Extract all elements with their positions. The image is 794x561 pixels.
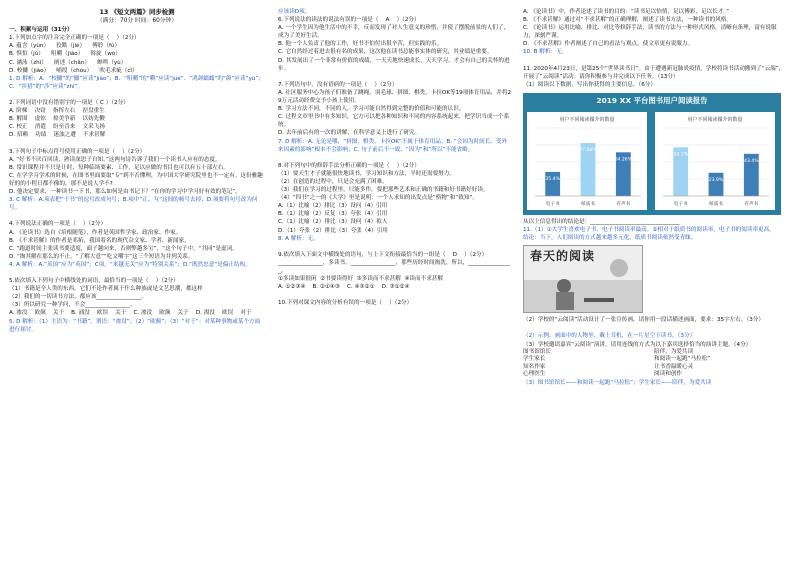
col1-line: B. 常识课程并不只是计时，每种临场要素、工作，足以应做的书目也可以有五十部左右。 <box>9 164 229 171</box>
col1-line <box>9 140 265 148</box>
bar-纸质书 <box>709 173 724 196</box>
col1-line: D. “掏其解在那么的不止，“了解大意”“吃文嚼字”这三个短语为并列关系。 <box>9 253 194 260</box>
match-left-item: 知名作家 <box>523 363 546 370</box>
match-left-list <box>523 349 654 379</box>
bar-value-label: 35.4% <box>545 176 560 182</box>
bar-value-label: 23.9% <box>708 177 724 183</box>
col3_top-line: B. 《不求甚解》通过对“不求甚解”的正确理解，阐述了读书方法，一种读书的风格。 <box>523 17 732 24</box>
col2-line: 7.下列语句中，没有语病的一项是（ ）（2分） <box>278 81 398 88</box>
col2-line: A.（1）比喻（2）排比（3）设问（4）引用 <box>278 203 388 210</box>
col2-line: 6.下列说法的读法的说法有误的一项是（ A ）（2分） <box>278 17 420 24</box>
col2-line: （3）我们在学习的过程里，只能多作，要把那些艺术和正确的书籍和好书籍好好读。 <box>278 187 489 194</box>
col2-line: （4）“四书”之一的《大学》里是说明：一个人求知的出发点是“格物”和“致知”。 <box>278 195 478 202</box>
col1-line: B. 《不求甚解》的作者是邓拓，我国着名的现代杂文家、学者、新闻家。 <box>9 237 190 244</box>
col3_top-line <box>523 57 785 65</box>
col1-line: 4.下列说法正确的一项是（ ）（2分） <box>9 221 107 228</box>
col1-line: A. 阶梯 决窃 指挥左右 涅盘重生 <box>9 108 105 115</box>
col3_bottom-line <box>523 324 785 332</box>
col3_mid-line: 11.（1）①大学生喜欢电子书、电子书阅读率最高。②相对于纸质书的阅读率，电子书的阅读率更高。 <box>523 227 775 234</box>
col1-line <box>9 91 265 99</box>
col2-line: ①多读如果很闲 ②书要读得好 ③多读而不求甚解 ④读而不求甚解 <box>278 276 443 283</box>
col2-line: 9.依次填入下面文中横线处的语句，与上下文衔接最恰当的一组是（ D ）（2分） <box>278 251 488 258</box>
x-tick-label: 电子书 <box>673 201 688 207</box>
column-right <box>523 8 785 556</box>
column-right-top <box>523 8 785 89</box>
column-left <box>9 8 265 556</box>
col1-line: D. 校雠（jiào） 哺绶（chóu） 吹毛求疵（cī） <box>9 67 138 74</box>
col1-line: 1.下列加点字的注音完全正确的一项是（ ）（2分） <box>9 35 140 42</box>
col1-line: （1）书籍是全人类的东西，它们不论作者属于什么种族或是文艺思潮，都这样 <box>9 286 203 293</box>
poster-image <box>523 245 643 313</box>
col2-line: B. 他一个人负责了他的工作，好书不怕付出很辛苦，但实践的乐。 <box>278 41 443 48</box>
x-tick-label: 电子书 <box>545 201 560 207</box>
col2-line: 10.下列对课文内容的分析有误的一项是（ ）（2分） <box>278 300 413 307</box>
match-table <box>523 349 785 379</box>
x-tick-label: 有声书 <box>616 201 631 207</box>
col1-line: 5. D 解析：（1）主语为：“书籍”，谓语：“渗没”；（2）“欧颠”；（3）“对于”：对某种事物或某个方面进行探讨。 <box>9 318 261 333</box>
col1-line: 3. C 解析：A.项表把“于书”的逗号改成句号；B.项中“正、互”这间的顿号去掉；D.项要将句号改为问号。 <box>9 197 258 212</box>
match-right-list <box>654 349 785 379</box>
col1-line: B. 惧怕（jù） 咀嚼（jiáo） 斡旋（wò） <box>9 51 121 58</box>
reading-report-panel <box>523 93 781 215</box>
col2-line: 7. D 解析：A. 无论是哪，“拼图、棋类、卡拉OK”不属于体育用品；B. “会因为时间长、受外来因素的影响”根本不会影响；C. 句子前后不一致，“因为”和“所以”不能省略。 <box>278 138 508 153</box>
col3_bottom-line: （2）示例：画面中的人物坐、戴上耳机，在一片星空下读书。（3分） <box>523 333 696 340</box>
bar-电子书 <box>545 172 560 196</box>
col1-line: C. 在学学习学术的时候，在图书里面要取“专”到不否懂理，为中国大学研究院里也不一定有。这份雅趣好的的小程日都不像的，那不是说人学不? <box>9 172 263 187</box>
col1-line: （3）所以研究一种学问，不会________________。 <box>9 302 136 309</box>
col3_top-line: C. 《论读书》运用比喻、排比、对比等修辞手法，读书的方法与一种形式风格，清晰有条理，富有说服力，深刻严谨。 <box>523 25 777 40</box>
col1-line: B. 解围 虚惊 掠美争新 以妨先鞭 <box>9 116 105 123</box>
col1-line: A. 蕴含（yùn） 狡黠（jié） 傅聆（fù） <box>9 43 121 50</box>
chart-left <box>527 112 647 210</box>
col2-line: A. 社区服务中心为孩子们准备了跳绳、羽毛球、拼图、棋类、卡拉OK等19项体育用品，并将29万元活动经费交予小孩上使用。 <box>278 89 512 105</box>
col2-line: D. 其发展出了一个非常有价值的成绩，一天天地快速成长，天天学习，才会有自己的关怀的进步。 <box>278 57 510 72</box>
col2-line <box>278 291 512 299</box>
col1-line: A. 《论读书》选自《培根随笔》，作者是英国哲学家、政治家、作家。 <box>9 229 182 236</box>
col1-line: C. 涵泳（zhī） 阐述（chǎn） 蝉鸣（yù） <box>9 59 127 66</box>
col1-line: D. 他决定要求，一种读书一下书，那么如何是由书记下？“在你的学习中学习好有效的笔记”。 <box>9 189 241 196</box>
chart-title: 用户不同阅读媒介的数量 <box>687 116 743 123</box>
col1-line: C. 校正 消遣 纷至沓来 文采飞扬 <box>9 124 105 131</box>
col1-line: 1. D 解析：A．“校雠”的“雠”应读“jiào”；B．“咀嚼”的“嚼”应读“jué”．“鸿颌蠕蠕”的“颌”应读“yù”；C．“涉猎”的“涉”应读“zhì”。 <box>9 75 264 90</box>
col1-line: A. 渗没 欧颠 关于 B. 涌没 欧误 关于 C. 渗没 欧颠 关于 D. 渴没 欧误 对于 <box>9 310 252 317</box>
col3_top-line: （1）阅读以下数据，写出你获得的主要信息。（6分） <box>523 81 656 88</box>
column-right-bottom <box>523 316 785 348</box>
column-right-mid <box>523 218 785 242</box>
col2-line: ________________，多读书。________________，那些历经时间淘洗，所以，________________。 <box>278 259 511 274</box>
col3_bottom-line: （2）学校的“云阅读”活动设计了一张宣传画，请你用一段话描述画面，要求：35字左右。（3分） <box>523 317 764 324</box>
col1-line: C. “跑道时间主张读书要适度，面子越向来，否则弊越多宝”，“这个句子中，“共同”是虚词。 <box>9 245 238 252</box>
col3_top-line: 11. 2020年4月23日，是第25个“世界读书日”。由于遭遇新冠肺炎疫情，学校将读书活动搬到了“云端”，开展了“云阅读”活动。请你积极参与并完成以下任务。（13分） <box>523 65 785 80</box>
col1-line: A. “好书不厌百回读，熟读深思子自知。”这两句诗告诉了我们一个读书人应有的态度。 <box>9 156 221 163</box>
column-middle <box>278 8 512 556</box>
col1-line: 5.依次填入下列句子中横线处的词语，最恰当的一项是（ ）（2分） <box>9 278 179 285</box>
col1-line <box>9 269 265 277</box>
bar-value-label: 64.26% <box>614 157 633 163</box>
chart-left-svg <box>527 112 647 210</box>
score-time-line: （满分：70分 时间：60分钟） <box>96 18 178 25</box>
col1-line: 2.下列词语中没有错别字的一项是（ C ）（2分） <box>9 100 129 107</box>
col1-line: 4. A 解析：A.“英国”应为“英国”；C项，“米越无关”应为“特别关系”；D.“既然忠意”是偏正结构。 <box>9 261 251 268</box>
col3_mid-line: 结论：当下，人们阅读的方式越来越多元化，纸质书阅读依然受青睐。 <box>523 235 697 242</box>
col3_bottom-line: （3）学校邀请嘉宾“云阅读”演讲，请用连线的方式为以下嘉宾选择恰当的演讲主题。（4分） <box>523 341 752 348</box>
col1-line <box>9 212 265 220</box>
col2-line: D. 去年前后有的一次的讲解，在科学意义上进行了研究。 <box>278 130 421 137</box>
x-tick-label: 纸质书 <box>581 201 595 207</box>
bar-value-label: 43.4% <box>744 158 759 164</box>
match-right-item: 陪伴，为爱共读 <box>654 348 694 355</box>
col2-line: B.（1）比喻（2）反复（3）夸张（4）引用 <box>278 211 388 218</box>
col2-line <box>278 73 512 81</box>
poster-illustration <box>524 246 642 312</box>
col1-line: D. 招赖 功绩 迷浊之遭 不求甚解 <box>9 132 106 139</box>
col2-line: D.（1）夸张（2）排比（3）夸张（4）引用 <box>278 227 388 234</box>
x-tick-label: 有声书 <box>744 201 759 207</box>
col2-line: C. 它自然经过着进去很有名的成果，这次他在读书总能事实体的研究，其业绩是重要。 <box>278 49 493 56</box>
col2-line: C. 过程文章里书中有多知识，它方可以把各种知识和不同的内容系统起来，把学识当成一个系统。 <box>278 114 510 129</box>
col2-line <box>278 154 512 162</box>
col1-line: 3.下列句子中标点符号使用正确的一项是（ ）（2分） <box>9 148 146 155</box>
match-answer: （3）图书馆馆长——和阅读一起跑“马拉松”；学生家长——陪伴，为爱共读 <box>523 379 712 386</box>
col2-line: 8.对下列句中的修辞手法分析正确的一项是（ ）（2分） <box>278 162 420 169</box>
match-left-item: 图书馆馆长 <box>523 348 551 355</box>
chart-right <box>655 112 775 210</box>
col2-line: 8. A 解析：无。 <box>278 235 319 242</box>
report-title: 2019 XX 平台图书用户阅读报告 <box>596 95 708 105</box>
col2-line: C.（1）比喻（2）排比（3）设问（4）拟人 <box>278 219 388 226</box>
match-left-item: 学生家长 <box>523 356 546 363</box>
col3_mid-line: 从以上信息得出的结论是：________________________________ <box>523 218 680 225</box>
col2-line: （1）要天生才子就能很快地读书，学习知识和方法，平时还需要努力。 <box>278 170 455 177</box>
col2-line: A. 一个学生因为他生活中的不幸，反而发现了对人生意义的珍惜，并使了摆脱前景的人们了，成为了美好生活。 <box>278 25 510 40</box>
col2-line: （2）在创造的过程中，只是会充满了困难。 <box>278 178 388 185</box>
column-middle-body <box>278 8 512 307</box>
col3_top-line: D. 《不求甚解》作者阐述了自己的看法与观点，使文章更有说服力。 <box>523 41 694 48</box>
match-left-item: 心理医生 <box>523 371 546 378</box>
match-right-item: 和阅读一起跑“马拉松” <box>654 356 711 363</box>
bar-value-label: 77.88% <box>579 147 597 153</box>
col3_top-line: A. 《论读书》中，作者论述了读书的目的：“读书足以怡情，足以傅彩，足以长才。” <box>523 9 730 15</box>
x-tick-label: 纸质书 <box>709 201 723 207</box>
chart-title: 用户不同阅读媒介的数量 <box>559 116 615 123</box>
poster-caption: 春天的阅读 <box>530 249 596 264</box>
bar-value-label: 50.1% <box>673 152 688 158</box>
match-right-item: 阅读和创作 <box>654 371 682 378</box>
col1-line: 一、积累与运用（31分） <box>9 27 73 34</box>
column-left-body <box>9 26 265 334</box>
col2-line: A. ①②③④ B. ②①④③ C. ④③②① D. ③①②④ <box>278 284 410 291</box>
col2-line: 应该读D项。 <box>278 9 311 15</box>
col3_top-line: 10. B 解析：无。 <box>523 49 568 56</box>
col2-line: B. 学习方法不同，不同的人，学习可能自然得到完整的价值和可能的认识。 <box>278 106 465 113</box>
col2-line <box>278 243 512 251</box>
match-right-item: 让书香温暖心灵 <box>654 363 694 370</box>
col1-line: （2）我们的一切读书方法，都应该________________。 <box>9 294 147 301</box>
chart-right-svg <box>655 112 775 210</box>
page-title: 13 《短文两篇》同步检测 <box>99 8 175 16</box>
